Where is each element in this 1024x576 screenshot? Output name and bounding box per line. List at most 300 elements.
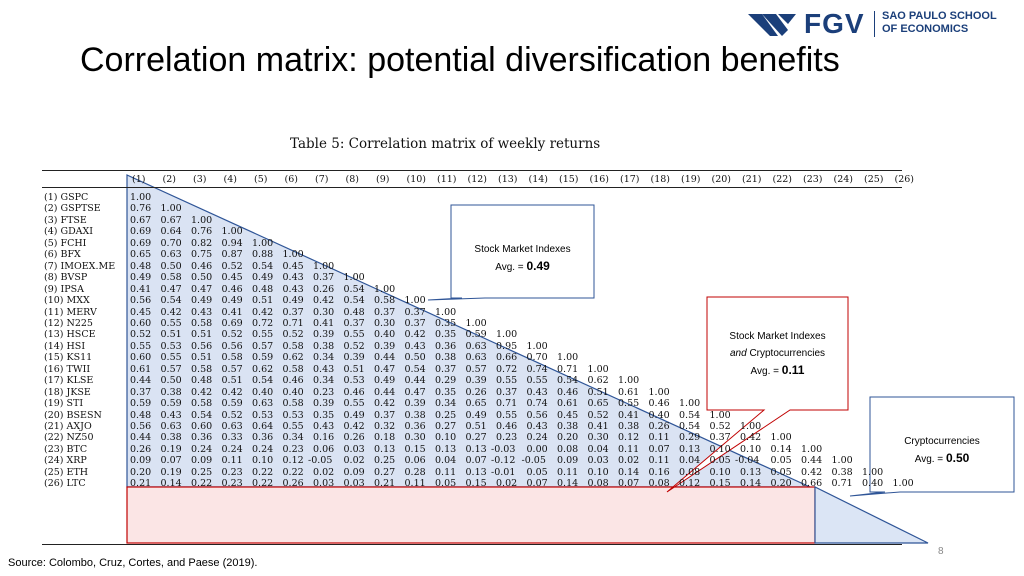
table-cell: 0.40 bbox=[282, 386, 304, 398]
table-cell: 0.13 bbox=[374, 443, 396, 455]
table-cell: 0.55 bbox=[618, 398, 640, 410]
table-cell: 0.43 bbox=[191, 306, 213, 318]
row-label: (24) XRP bbox=[44, 455, 87, 467]
table-cell: 0.41 bbox=[313, 317, 335, 329]
table-cell: 0.26 bbox=[130, 443, 152, 455]
table-cell: 0.44 bbox=[801, 455, 823, 467]
table-cell: -0.05 bbox=[521, 455, 546, 467]
table-cell: 0.08 bbox=[587, 478, 609, 490]
table-cell: 0.08 bbox=[648, 478, 670, 490]
table-cell: 0.56 bbox=[526, 409, 548, 421]
fgv-wordmark: FGV bbox=[804, 8, 865, 39]
school-name-line1: SAO PAULO SCHOOL bbox=[882, 10, 997, 22]
table-cell: 0.24 bbox=[191, 443, 213, 455]
table-cell: 0.58 bbox=[191, 317, 213, 329]
table-cell: 0.72 bbox=[252, 317, 274, 329]
table-cell: 0.18 bbox=[374, 432, 396, 444]
row-label: (4) GDAXI bbox=[44, 226, 94, 238]
table-cell: 0.53 bbox=[282, 409, 304, 421]
table-cell: 0.82 bbox=[191, 237, 213, 249]
mixed-region bbox=[127, 487, 815, 543]
row-label: (10) MXX bbox=[44, 295, 90, 307]
table-cell: 0.09 bbox=[557, 455, 579, 467]
table-cell: 0.16 bbox=[648, 466, 670, 478]
table-cell: 1.00 bbox=[160, 203, 182, 215]
table-cell: -0.05 bbox=[308, 455, 333, 467]
table-cell: 0.24 bbox=[526, 432, 548, 444]
table-cell: 0.55 bbox=[130, 340, 152, 352]
table-cell: 0.22 bbox=[252, 478, 274, 490]
table-cell: 0.04 bbox=[435, 455, 457, 467]
table-cell: 0.11 bbox=[435, 466, 457, 478]
table-cell: 0.51 bbox=[221, 375, 243, 387]
row-label: (23) BTC bbox=[44, 443, 88, 455]
column-header: (10) bbox=[406, 174, 427, 185]
table-cell: 0.06 bbox=[404, 455, 426, 467]
table-cell: 0.41 bbox=[618, 409, 640, 421]
table-cell: 0.22 bbox=[191, 478, 213, 490]
table-cell: 0.50 bbox=[160, 260, 182, 272]
table-cell: 0.42 bbox=[252, 306, 274, 318]
table-cell: 1.00 bbox=[862, 466, 884, 478]
table-cell: 0.63 bbox=[465, 352, 487, 364]
table-cell: 0.37 bbox=[374, 409, 396, 421]
table-cell: 0.65 bbox=[465, 398, 487, 410]
table-cell: 0.53 bbox=[160, 340, 182, 352]
stock-callout-label: Stock Market Indexes bbox=[474, 244, 571, 255]
table-cell: 0.59 bbox=[252, 352, 274, 364]
table-cell: 0.55 bbox=[282, 421, 304, 432]
source-note: Source: Colombo, Cruz, Cortes, and Paese (2019). bbox=[8, 557, 258, 569]
table-cell: 0.19 bbox=[160, 466, 182, 478]
row-label: (8) BVSP bbox=[44, 272, 88, 284]
mixed-callout-line2 bbox=[707, 345, 848, 362]
table-cell: 0.55 bbox=[526, 375, 548, 387]
table-cell: 0.38 bbox=[160, 386, 182, 398]
table-cell: 1.00 bbox=[404, 295, 426, 307]
table-cell: 0.13 bbox=[740, 466, 762, 478]
table-cell: 1.00 bbox=[618, 375, 640, 387]
table-cell: 0.51 bbox=[343, 363, 365, 375]
table-cell: 0.38 bbox=[831, 466, 853, 478]
table-cell: 0.87 bbox=[221, 249, 243, 261]
crypto-avg-label: Avg. = bbox=[914, 454, 944, 465]
table-cell: 0.58 bbox=[282, 398, 304, 410]
table-cell: 0.14 bbox=[160, 478, 182, 490]
table-cell: 0.13 bbox=[465, 466, 487, 478]
table-cell: 1.00 bbox=[831, 455, 853, 467]
table-cell: 1.00 bbox=[587, 363, 609, 375]
table-cell: 0.47 bbox=[160, 283, 182, 295]
table-cell: 0.49 bbox=[191, 295, 213, 307]
table-cell: 0.48 bbox=[343, 306, 365, 318]
table-cell: 0.70 bbox=[526, 352, 548, 364]
table-cell: 0.54 bbox=[343, 295, 365, 307]
table-cell: 0.44 bbox=[404, 375, 426, 387]
table-cell: 0.55 bbox=[343, 329, 365, 341]
table-cell: 0.54 bbox=[252, 260, 274, 272]
table-cell: 0.52 bbox=[221, 329, 243, 341]
table-cell: 0.76 bbox=[130, 203, 152, 215]
table-cell: 0.03 bbox=[343, 443, 365, 455]
table-cell: 0.52 bbox=[221, 409, 243, 421]
column-header: (24) bbox=[833, 174, 854, 185]
table-cell: 0.55 bbox=[160, 317, 182, 329]
table-cell: 0.56 bbox=[221, 340, 243, 352]
table-cell: 0.26 bbox=[343, 432, 365, 444]
crypto-avg-value: 0.50 bbox=[945, 451, 970, 465]
table-cell: 0.11 bbox=[648, 432, 670, 444]
table-cell: 0.37 bbox=[404, 317, 426, 329]
table-cell: 0.67 bbox=[160, 214, 182, 226]
column-header: (11) bbox=[437, 174, 457, 185]
column-header: (25) bbox=[864, 174, 884, 185]
table-cell: 0.63 bbox=[221, 421, 243, 432]
table-cell: 0.11 bbox=[557, 466, 579, 478]
table-cell: 0.75 bbox=[191, 249, 213, 261]
table-cell: 0.10 bbox=[252, 455, 274, 467]
table-cell: 0.09 bbox=[130, 455, 152, 467]
table-cell: 0.62 bbox=[587, 375, 609, 387]
crypto-callout bbox=[870, 433, 1014, 468]
table-cell: 0.40 bbox=[374, 329, 396, 341]
table-cell: 0.04 bbox=[587, 443, 609, 455]
table-cell: 0.43 bbox=[404, 340, 426, 352]
table-cell: 0.65 bbox=[130, 249, 152, 261]
mixed-callout-avg bbox=[707, 362, 848, 380]
table-cell: 0.67 bbox=[130, 214, 152, 226]
column-header: (15) bbox=[559, 174, 579, 185]
table-cell: 0.50 bbox=[191, 272, 213, 284]
table-cell: 0.38 bbox=[618, 421, 640, 432]
table-cell: 0.07 bbox=[160, 455, 182, 467]
table-cell: 0.58 bbox=[221, 352, 243, 364]
column-header: (3) bbox=[193, 174, 207, 185]
table-cell: 0.45 bbox=[557, 409, 579, 421]
table-cell: 1.00 bbox=[313, 260, 335, 272]
column-header: (13) bbox=[498, 174, 518, 185]
table-cell: 0.57 bbox=[252, 340, 274, 352]
row-label: (12) N225 bbox=[44, 317, 93, 329]
table-cell: 0.37 bbox=[343, 317, 365, 329]
table-cell: 0.44 bbox=[374, 352, 396, 364]
table-cell: 0.58 bbox=[191, 398, 213, 410]
table-cell: 0.32 bbox=[374, 421, 396, 432]
table-cell: 0.03 bbox=[343, 478, 365, 490]
table-cell: 0.60 bbox=[191, 421, 213, 432]
table-cell: 0.47 bbox=[191, 283, 213, 295]
table-cell: 0.41 bbox=[130, 283, 152, 295]
table-cell: 0.46 bbox=[191, 260, 213, 272]
table-cell: 0.35 bbox=[435, 386, 457, 398]
table-cell: 0.51 bbox=[252, 295, 274, 307]
table-cell: 0.42 bbox=[801, 466, 823, 478]
table-cell: 0.08 bbox=[679, 466, 701, 478]
table-cell: 0.12 bbox=[679, 478, 701, 490]
column-header: (7) bbox=[315, 174, 329, 185]
table-cell: 0.23 bbox=[282, 443, 304, 455]
table-cell: 1.00 bbox=[557, 352, 579, 364]
table-cell: 0.37 bbox=[130, 386, 152, 398]
table-cell: 0.49 bbox=[221, 295, 243, 307]
table-cell: 0.44 bbox=[374, 386, 396, 398]
table-cell: 0.53 bbox=[343, 375, 365, 387]
table-cell: 0.07 bbox=[465, 455, 487, 467]
mixed-avg-value: 0.11 bbox=[781, 363, 805, 377]
table-cell: -0.01 bbox=[491, 466, 516, 478]
table-cell: 0.15 bbox=[465, 478, 487, 490]
table-cell: 0.04 bbox=[679, 455, 701, 467]
table-cell: 0.58 bbox=[160, 272, 182, 284]
table-cell: 1.00 bbox=[892, 478, 914, 490]
table-cell: 0.37 bbox=[435, 363, 457, 375]
mixed-callout-and: and bbox=[729, 348, 747, 359]
table-cell: 0.43 bbox=[313, 421, 335, 432]
table-cell: 0.14 bbox=[618, 466, 640, 478]
table-cell: 0.57 bbox=[221, 363, 243, 375]
table-cell: 0.03 bbox=[313, 478, 335, 490]
table-cell: 1.00 bbox=[465, 317, 487, 329]
table-cell: 0.43 bbox=[160, 409, 182, 421]
table-cell: 0.16 bbox=[313, 432, 335, 444]
table-cell: 0.48 bbox=[191, 375, 213, 387]
table-cell: 0.46 bbox=[496, 421, 518, 432]
table-cell: 0.03 bbox=[587, 455, 609, 467]
table-rule bbox=[42, 544, 902, 545]
table-cell: 0.74 bbox=[526, 398, 548, 410]
table-cell: 0.64 bbox=[252, 421, 274, 432]
table-cell: 0.49 bbox=[252, 272, 274, 284]
table-cell: 0.07 bbox=[648, 443, 670, 455]
table-cell: 0.54 bbox=[679, 409, 701, 421]
table-cell: 0.50 bbox=[160, 375, 182, 387]
table-cell: 1.00 bbox=[679, 398, 701, 410]
table-cell: 1.00 bbox=[221, 226, 243, 238]
table-cell: 0.39 bbox=[465, 375, 487, 387]
table-cell: 0.38 bbox=[404, 409, 426, 421]
table-cell: 0.15 bbox=[404, 443, 426, 455]
table-cell: 0.52 bbox=[221, 260, 243, 272]
table-cell: 0.26 bbox=[648, 421, 670, 432]
table-cell: 0.42 bbox=[343, 421, 365, 432]
table-cell: 0.61 bbox=[618, 386, 640, 398]
table-cell: 1.00 bbox=[770, 432, 792, 444]
table-cell: 0.59 bbox=[130, 398, 152, 410]
table-cell: 0.76 bbox=[191, 226, 213, 238]
row-label: (25) ETH bbox=[44, 466, 89, 478]
table-cell: 0.13 bbox=[465, 443, 487, 455]
table-cell: 0.15 bbox=[709, 478, 731, 490]
table-cell: 0.02 bbox=[618, 455, 640, 467]
column-header: (22) bbox=[772, 174, 793, 185]
table-cell: 0.51 bbox=[191, 329, 213, 341]
row-label: (18) JKSE bbox=[44, 386, 91, 398]
column-header: (1) bbox=[132, 174, 146, 185]
row-label: (3) FTSE bbox=[44, 214, 87, 226]
table-cell: 0.38 bbox=[313, 340, 335, 352]
table-cell: 0.46 bbox=[343, 386, 365, 398]
table-cell: 1.00 bbox=[648, 386, 670, 398]
table-cell: 0.45 bbox=[130, 306, 152, 318]
table-cell: 0.69 bbox=[130, 237, 152, 249]
table-cell: 0.13 bbox=[679, 443, 701, 455]
table-cell: 0.33 bbox=[221, 432, 243, 444]
table-cell: 0.42 bbox=[374, 398, 396, 410]
table-cell: 0.62 bbox=[252, 363, 274, 375]
table-cell: 0.45 bbox=[221, 272, 243, 284]
table-cell: 0.21 bbox=[130, 478, 152, 490]
table-cell: 0.63 bbox=[160, 249, 182, 261]
table-cell: 0.49 bbox=[374, 375, 396, 387]
table-cell: 0.36 bbox=[404, 421, 426, 432]
row-label: (16) TWII bbox=[44, 363, 91, 375]
table-cell: 0.94 bbox=[221, 237, 243, 249]
table-cell: 0.10 bbox=[435, 432, 457, 444]
table-cell: 0.23 bbox=[221, 478, 243, 490]
column-header: (23) bbox=[803, 174, 823, 185]
table-cell: 0.71 bbox=[831, 478, 853, 490]
table-cell: 0.05 bbox=[709, 455, 731, 467]
column-header: (14) bbox=[528, 174, 549, 185]
table-cell: 0.39 bbox=[313, 398, 335, 410]
table-cell: 0.34 bbox=[282, 432, 304, 444]
table-cell: 0.58 bbox=[191, 363, 213, 375]
table-cell: 0.52 bbox=[130, 329, 152, 341]
table-cell: 0.30 bbox=[313, 306, 335, 318]
table-cell: 0.34 bbox=[313, 352, 335, 364]
table-cell: 0.13 bbox=[435, 443, 457, 455]
table-rule bbox=[42, 187, 902, 188]
row-label: (15) KS11 bbox=[44, 352, 93, 364]
table-cell: 0.65 bbox=[587, 398, 609, 410]
table-cell: 0.46 bbox=[282, 375, 304, 387]
column-header: (4) bbox=[223, 174, 237, 185]
table-cell: 0.42 bbox=[313, 295, 335, 307]
table-cell: 0.54 bbox=[252, 375, 274, 387]
table-cell: 0.45 bbox=[282, 260, 304, 272]
mixed-callout bbox=[707, 328, 848, 380]
table-cell: 0.40 bbox=[648, 409, 670, 421]
table-cell: 0.27 bbox=[465, 432, 487, 444]
table-cell: 0.38 bbox=[435, 352, 457, 364]
table-cell: 0.39 bbox=[374, 340, 396, 352]
table-cell: -0.04 bbox=[735, 455, 760, 467]
table-cell: 0.34 bbox=[435, 398, 457, 410]
row-label: (14) HSI bbox=[44, 340, 86, 352]
table-cell: 0.88 bbox=[252, 249, 274, 261]
table-cell: 0.25 bbox=[374, 455, 396, 467]
column-header: (12) bbox=[467, 174, 488, 185]
table-cell: 0.70 bbox=[160, 237, 182, 249]
table-cell: 0.35 bbox=[435, 317, 457, 329]
table-cell: 0.09 bbox=[191, 455, 213, 467]
table-cell: 0.71 bbox=[282, 317, 304, 329]
table-cell: 0.19 bbox=[160, 443, 182, 455]
table-cell: 0.42 bbox=[160, 306, 182, 318]
column-header: (2) bbox=[162, 174, 176, 185]
table-cell: 0.09 bbox=[343, 466, 365, 478]
table-cell: 0.24 bbox=[252, 443, 274, 455]
row-label: (5) FCHI bbox=[44, 237, 87, 249]
table-cell: 0.29 bbox=[679, 432, 701, 444]
table-cell: 0.07 bbox=[526, 478, 548, 490]
row-label: (17) KLSE bbox=[44, 375, 94, 387]
table-cell: 0.51 bbox=[191, 352, 213, 364]
table-cell: 0.48 bbox=[130, 260, 152, 272]
table-cell: 0.28 bbox=[404, 466, 426, 478]
table-cell: 0.37 bbox=[709, 432, 731, 444]
table-cell: 0.43 bbox=[313, 363, 335, 375]
table-cell: 0.20 bbox=[557, 432, 579, 444]
table-cell: 0.51 bbox=[587, 386, 609, 398]
row-label: (22) NZ50 bbox=[44, 432, 94, 444]
table-cell: 0.69 bbox=[221, 317, 243, 329]
table-cell: 0.71 bbox=[557, 363, 579, 375]
table-cell: 0.11 bbox=[221, 455, 243, 467]
table-cell: 0.14 bbox=[740, 478, 762, 490]
table-cell: 1.00 bbox=[130, 192, 152, 203]
table-cell: 0.49 bbox=[282, 295, 304, 307]
table-cell: 1.00 bbox=[526, 340, 548, 352]
table-cell: 0.52 bbox=[343, 340, 365, 352]
table-cell: 0.47 bbox=[404, 386, 426, 398]
row-label: (20) BSESN bbox=[44, 409, 102, 421]
row-label: (26) LTC bbox=[44, 478, 86, 490]
table-cell: 1.00 bbox=[374, 283, 396, 295]
table-cell: 0.69 bbox=[130, 226, 152, 238]
table-cell: 0.52 bbox=[282, 329, 304, 341]
table-cell: 0.37 bbox=[374, 306, 396, 318]
table-cell: 1.00 bbox=[496, 329, 518, 341]
table-cell: 0.37 bbox=[496, 386, 518, 398]
table-cell: 0.54 bbox=[404, 363, 426, 375]
table-cell: 0.02 bbox=[313, 466, 335, 478]
column-header: (18) bbox=[650, 174, 671, 185]
table-cell: 0.72 bbox=[496, 363, 518, 375]
table-cell: 0.27 bbox=[435, 421, 457, 432]
table-cell: 0.63 bbox=[160, 421, 182, 432]
crypto-triangle-region bbox=[815, 487, 928, 543]
table-cell: 0.43 bbox=[526, 421, 548, 432]
table-cell: 0.05 bbox=[770, 466, 792, 478]
row-label: (6) BFX bbox=[44, 249, 81, 261]
table-cell: 0.11 bbox=[404, 478, 426, 490]
table-cell: 0.49 bbox=[130, 272, 152, 284]
table-cell: 0.54 bbox=[679, 421, 701, 432]
table-cell: 0.44 bbox=[130, 432, 152, 444]
table-cell: 0.38 bbox=[160, 432, 182, 444]
table-cell: 0.37 bbox=[404, 306, 426, 318]
table-cell: 0.52 bbox=[587, 409, 609, 421]
table-cell: 0.53 bbox=[252, 409, 274, 421]
table-cell: 0.12 bbox=[282, 455, 304, 467]
table-cell: 0.42 bbox=[221, 386, 243, 398]
table-cell: 0.21 bbox=[374, 478, 396, 490]
mixed-avg-label: Avg. = bbox=[750, 366, 779, 377]
table-cell: 0.08 bbox=[557, 443, 579, 455]
column-header: (16) bbox=[589, 174, 610, 185]
table-cell: 0.34 bbox=[313, 375, 335, 387]
row-label: (11) MERV bbox=[44, 306, 97, 318]
table-cell: 0.59 bbox=[221, 398, 243, 410]
table-cell: -0.12 bbox=[491, 455, 516, 467]
table-cell: 0.38 bbox=[557, 421, 579, 432]
table-cell: 0.46 bbox=[221, 283, 243, 295]
row-label: (13) HSCE bbox=[44, 329, 96, 341]
table-cell: 0.52 bbox=[709, 421, 731, 432]
table-cell: 0.60 bbox=[130, 317, 152, 329]
slide-title: Correlation matrix: potential diversification benefits bbox=[80, 41, 840, 79]
